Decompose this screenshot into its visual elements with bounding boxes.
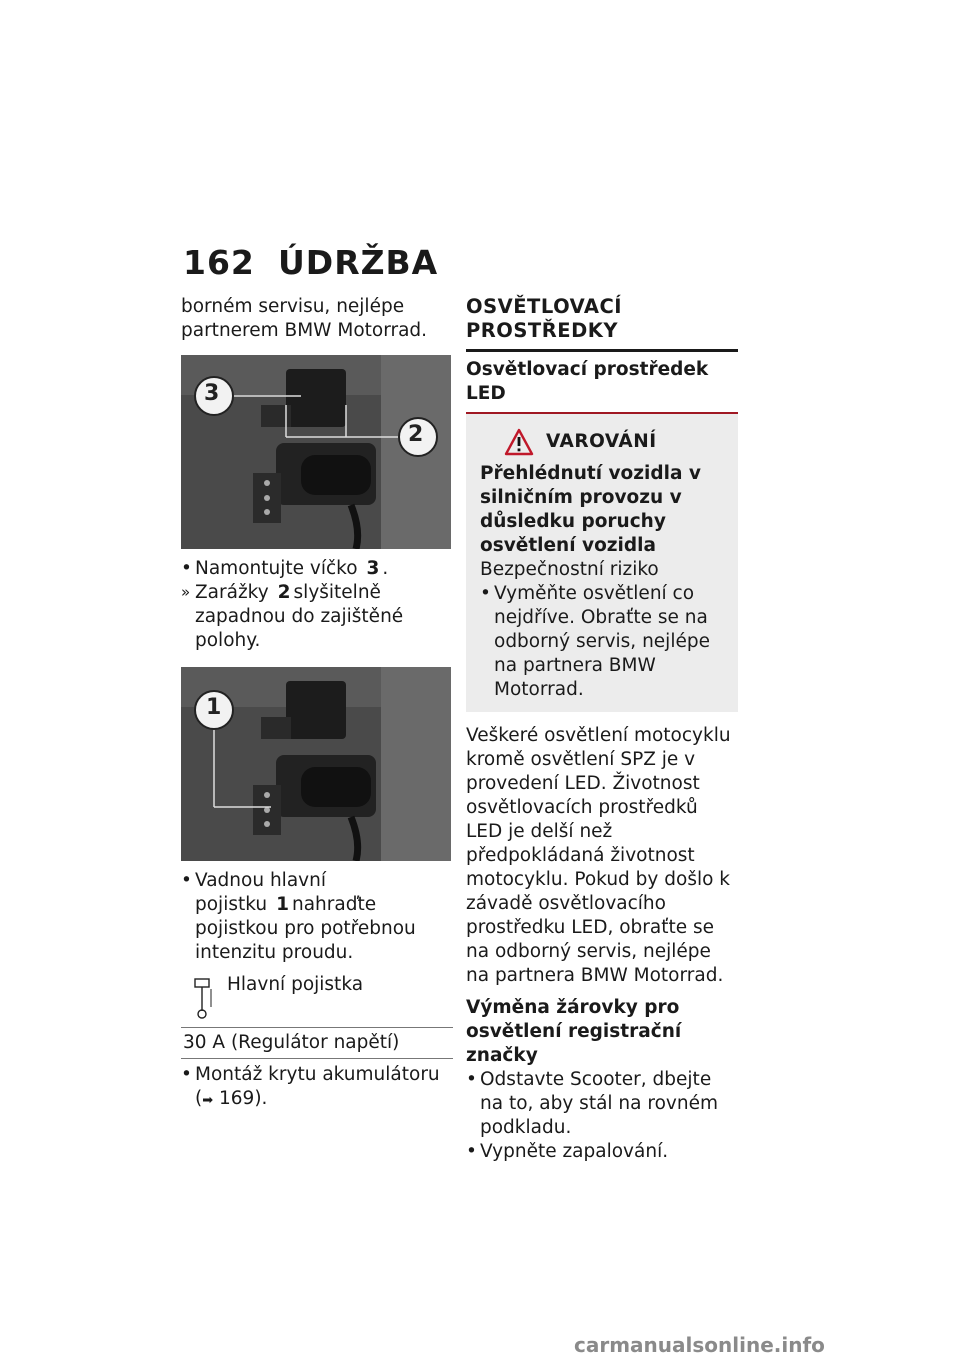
heading-license-plate-bulb: Výměna žárovky pro osvětlení registrační značky: [466, 997, 682, 1066]
page-reference[interactable]: 169: [219, 1088, 255, 1109]
bullet-icon: •: [480, 583, 491, 604]
right-column: [466, 295, 738, 1164]
subsection-title: Osvětlovací prostředek LED: [466, 352, 738, 414]
photo-illustration: [181, 667, 451, 861]
reference-number: 1: [276, 894, 289, 915]
watermark[interactable]: carmanualsonline.info: [574, 1333, 825, 1357]
callout-label: 1: [206, 695, 222, 720]
page-header: [183, 243, 438, 282]
led-paragraph: Veškeré osvětlení motocyklu kromě osvětlení SPZ je v provedení LED. Životnost osvětlovacích prostředků LED je delší než předpokládaná životnost motocyklu. Pokud by došlo k závadě osvětlovacího prostředku LED, obraťte se na odborný servis, nejlépe na partnera BMW Motorrad.: [466, 725, 731, 986]
fuse-spec-value: 30 A (Regulátor napětí): [183, 1032, 400, 1053]
step-replace-fuse: • Vadnou hlavní pojistku 1 nahraďte pojistkou pro potřebnou intenzitu proudu.: [181, 870, 416, 963]
reference-number: 2: [277, 582, 291, 603]
warning-hazard: Přehlédnutí vozidla v silničním provozu v důsledku poruchy osvětlení vozidla: [480, 463, 701, 556]
intro-text: borném servisu, nejlépe partnerem BMW Motorrad.: [181, 296, 428, 341]
callout-label: 3: [204, 381, 220, 406]
page-reference-arrow-icon: ➡: [202, 1093, 214, 1108]
result-arrow-icon: »: [181, 583, 191, 601]
bullet-icon: •: [466, 1141, 477, 1162]
warning-box: [466, 414, 738, 712]
step-mount-cover: • Namontujte víčko 3 .: [181, 558, 389, 579]
callout-label: 2: [408, 422, 424, 447]
section-title: OSVĚTLOVACÍ PROSTŘEDKY: [466, 295, 738, 352]
left-column: [181, 295, 453, 1113]
fuse-spec-label: Hlavní pojistka: [227, 974, 364, 995]
step-battery-cover: • Montáž krytu akumulátoru (➡ 169).: [181, 1064, 440, 1109]
warning-triangle-icon: [504, 428, 534, 456]
warning-header: [480, 428, 724, 456]
page-number: 162: [183, 243, 255, 282]
bullet-icon: •: [466, 1069, 477, 1090]
reference-number: 3: [366, 558, 380, 579]
step-ignition-off: • Vypněte zapalování.: [466, 1141, 669, 1162]
result-latches: » Zarážky 2 slyšitelně zapadnou do zajištěné polohy.: [181, 582, 404, 651]
fuse-spec-header: [181, 971, 453, 1028]
fuse-spec-table: [181, 971, 453, 1059]
photo-illustration: [181, 355, 451, 549]
fuse-icon: [181, 971, 227, 1027]
photo-main-fuse: [181, 667, 451, 861]
warning-action: • Vyměňte osvětlení co nejdříve. Obraťte se na odborný servis, nejlépe na partnera BMW Motorrad.: [480, 583, 710, 700]
bullet-icon: •: [181, 1064, 192, 1085]
photo-cover-mounting: [181, 355, 451, 549]
step-park-scooter: • Odstavte Scooter, dbejte na to, aby stál na rovném podkladu.: [466, 1069, 718, 1138]
warning-risk: Bezpečnostní riziko: [480, 559, 659, 580]
chapter-title: ÚDRŽBA: [278, 243, 439, 282]
bullet-icon: •: [181, 558, 192, 579]
bullet-icon: •: [181, 870, 192, 891]
warning-title: VAROVÁNÍ: [546, 431, 657, 452]
